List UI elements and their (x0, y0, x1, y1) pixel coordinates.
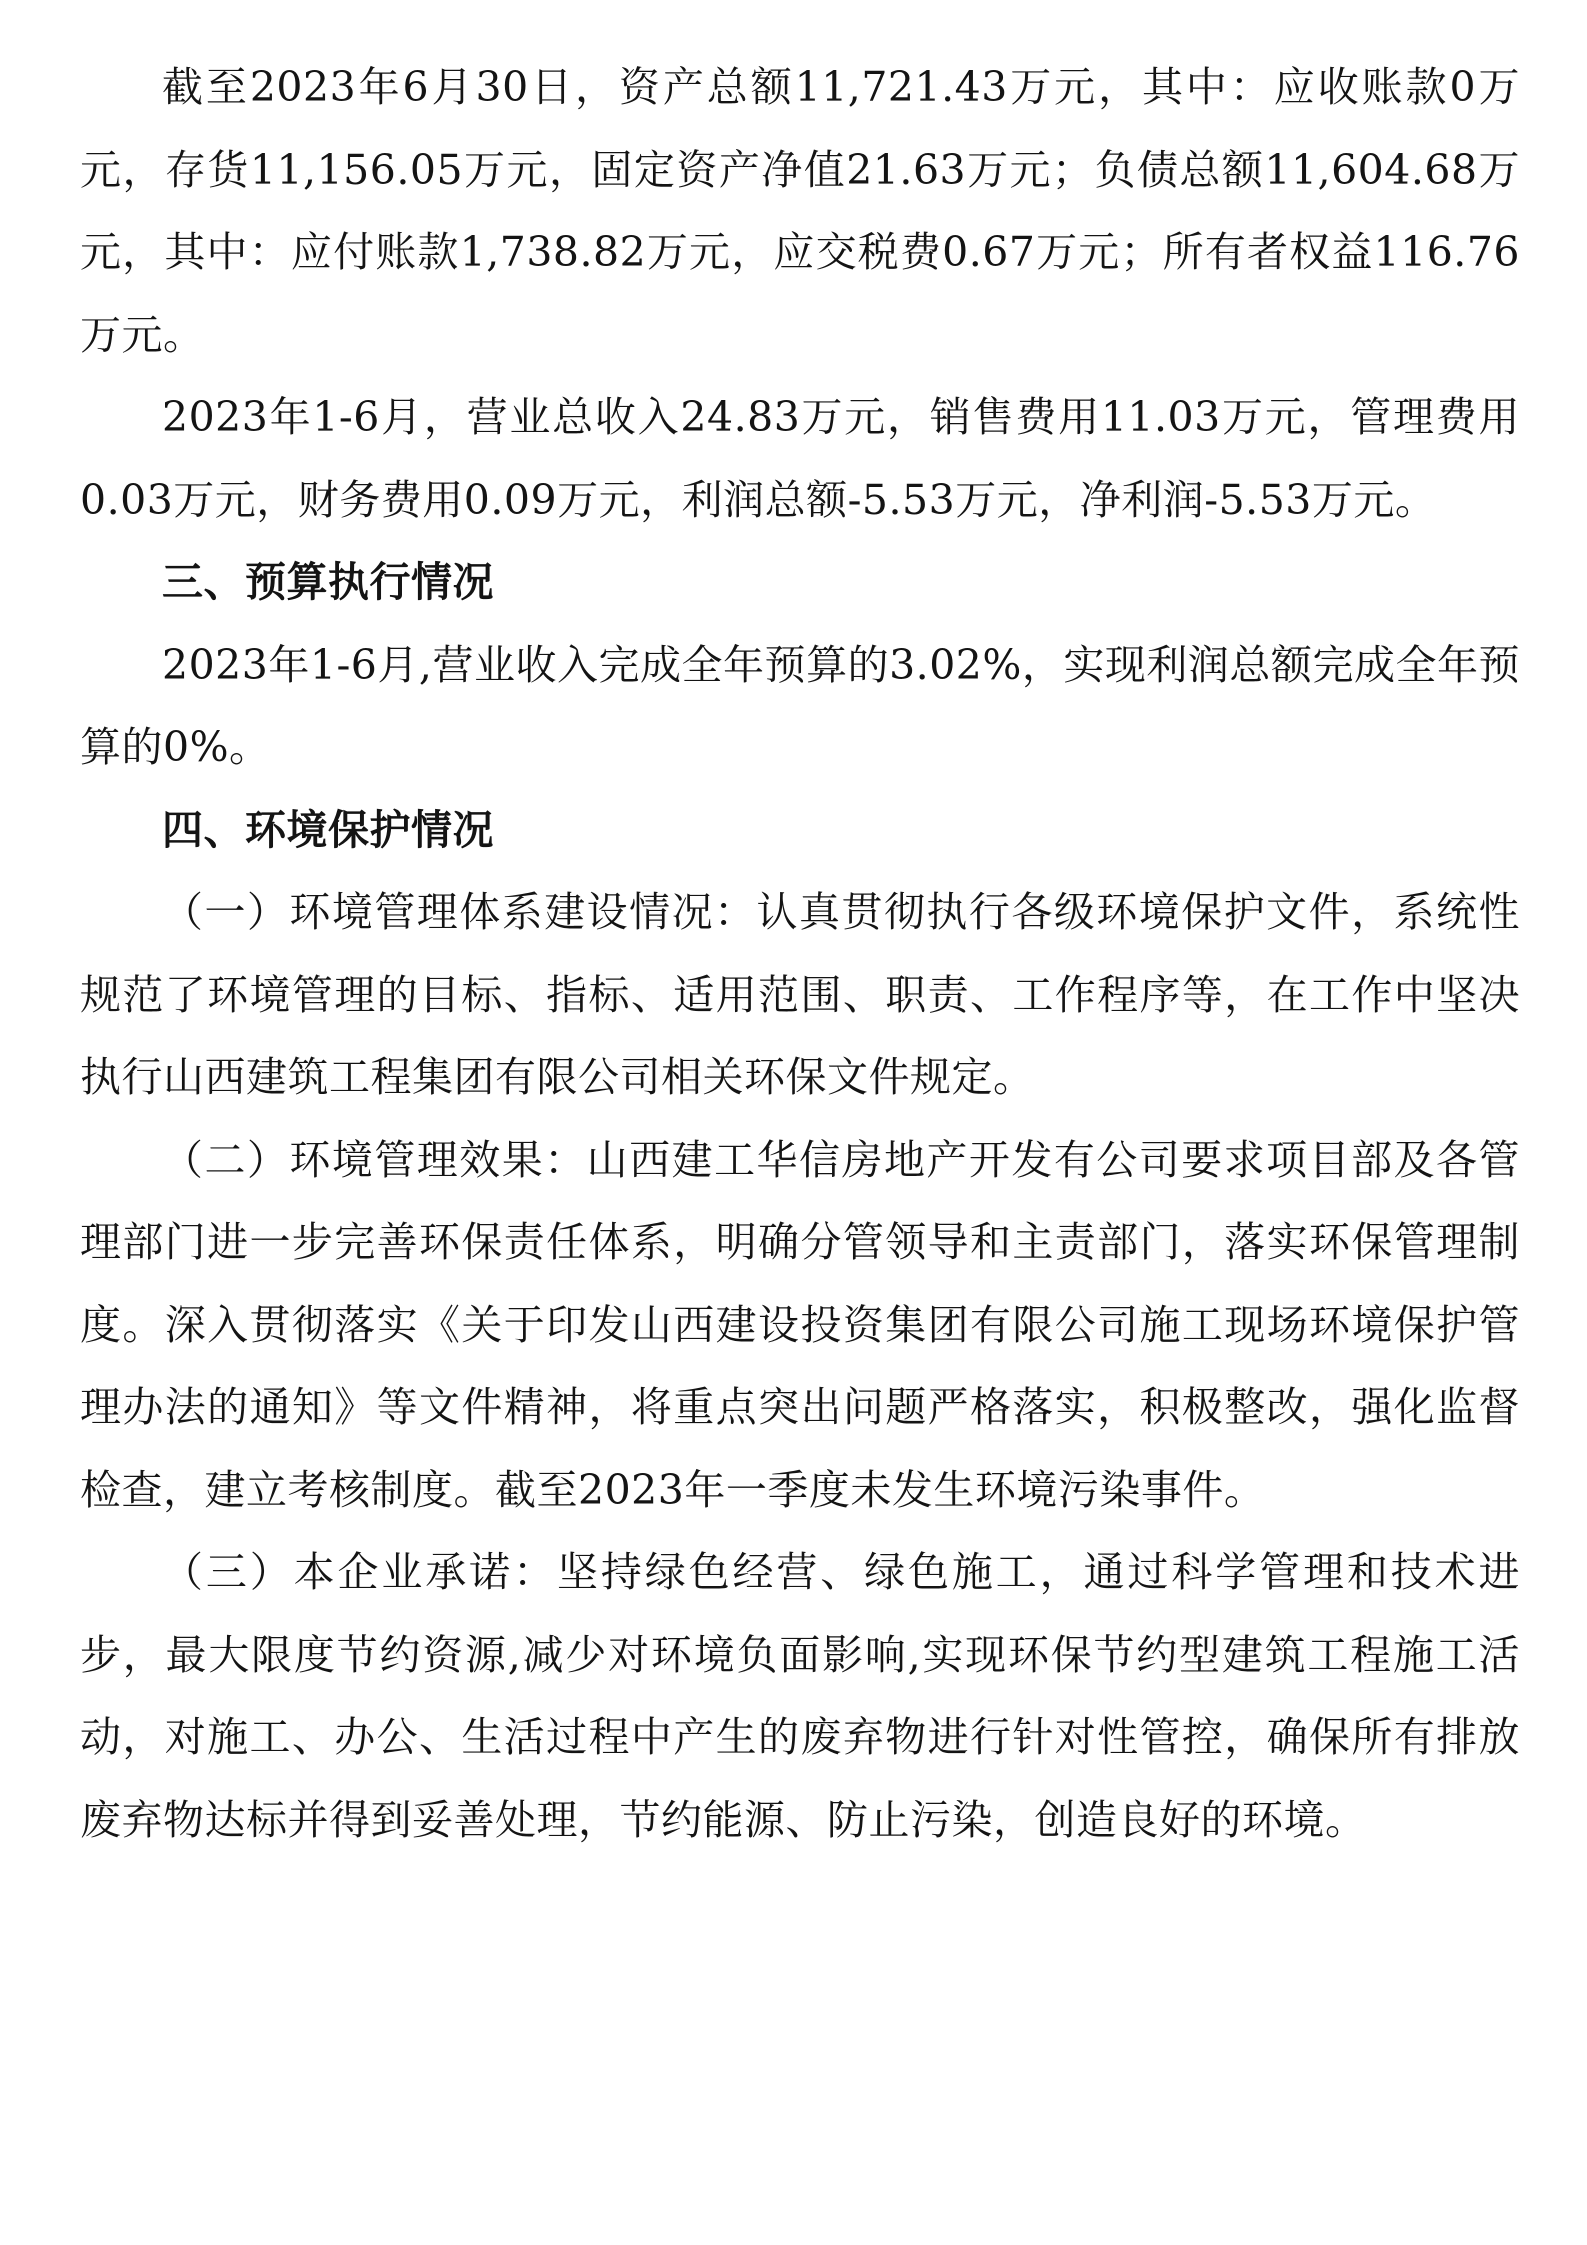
operating-results-paragraph: 2023年1-6月，营业总收入24.83万元，销售费用11.03万元，管理费用0.03万元，财务费用0.09万元，利润总额-5.53万元，净利润-5.53万元。 (80, 393, 1520, 524)
document-page (80, 46, 1520, 1861)
section-heading-budget: 三、预算执行情况 (162, 558, 494, 606)
section-heading-environment: 四、环境保护情况 (162, 805, 494, 854)
environment-system-paragraph: （一）环境管理体系建设情况：认真贯彻执行各级环境保护文件，系统性规范了环境管理的目标、指标、适用范围、职责、工作程序等，在工作中坚决执行山西建筑工程集团有限公司相关环保文件规定。 (80, 888, 1520, 1101)
financial-position-paragraph: 截至2023年6月30日，资产总额11,721.43万元，其中：应收账款0万元，存货11,156.05万元，固定资产净值21.63万元；负债总额11,604.68万元，其中：应付账款1,738.82万元，应交税费0.67万元；所有者权益116.76万元。 (80, 63, 1520, 359)
environment-effect-paragraph: （二）环境管理效果：山西建工华信房地产开发有公司要求项目部及各管理部门进一步完善环保责任体系，明确分管领导和主责部门，落实环保管理制度。深入贯彻落实《关于印发山西建设投资集团有限公司施工现场环境保护管理办法的通知》等文件精神，将重点突出问题严格落实，积极整改，强化监督检查，建立考核制度。截至2023年一季度未发生环境污染事件。 (80, 1135, 1520, 1514)
budget-execution-paragraph: 2023年1-6月,营业收入完成全年预算的3.02%，实现利润总额完成全年预算的0%。 (80, 640, 1520, 771)
commitment-paragraph: （三）本企业承诺：坚持绿色经营、绿色施工，通过科学管理和技术进步，最大限度节约资源,减少对环境负面影响,实现环保节约型建筑工程施工活动，对施工、办公、生活过程中产生的废弃物进行针对性管控，确保所有排放废弃物达标并得到妥善处理，节约能源、防止污染，创造良好的环境。 (80, 1548, 1520, 1844)
